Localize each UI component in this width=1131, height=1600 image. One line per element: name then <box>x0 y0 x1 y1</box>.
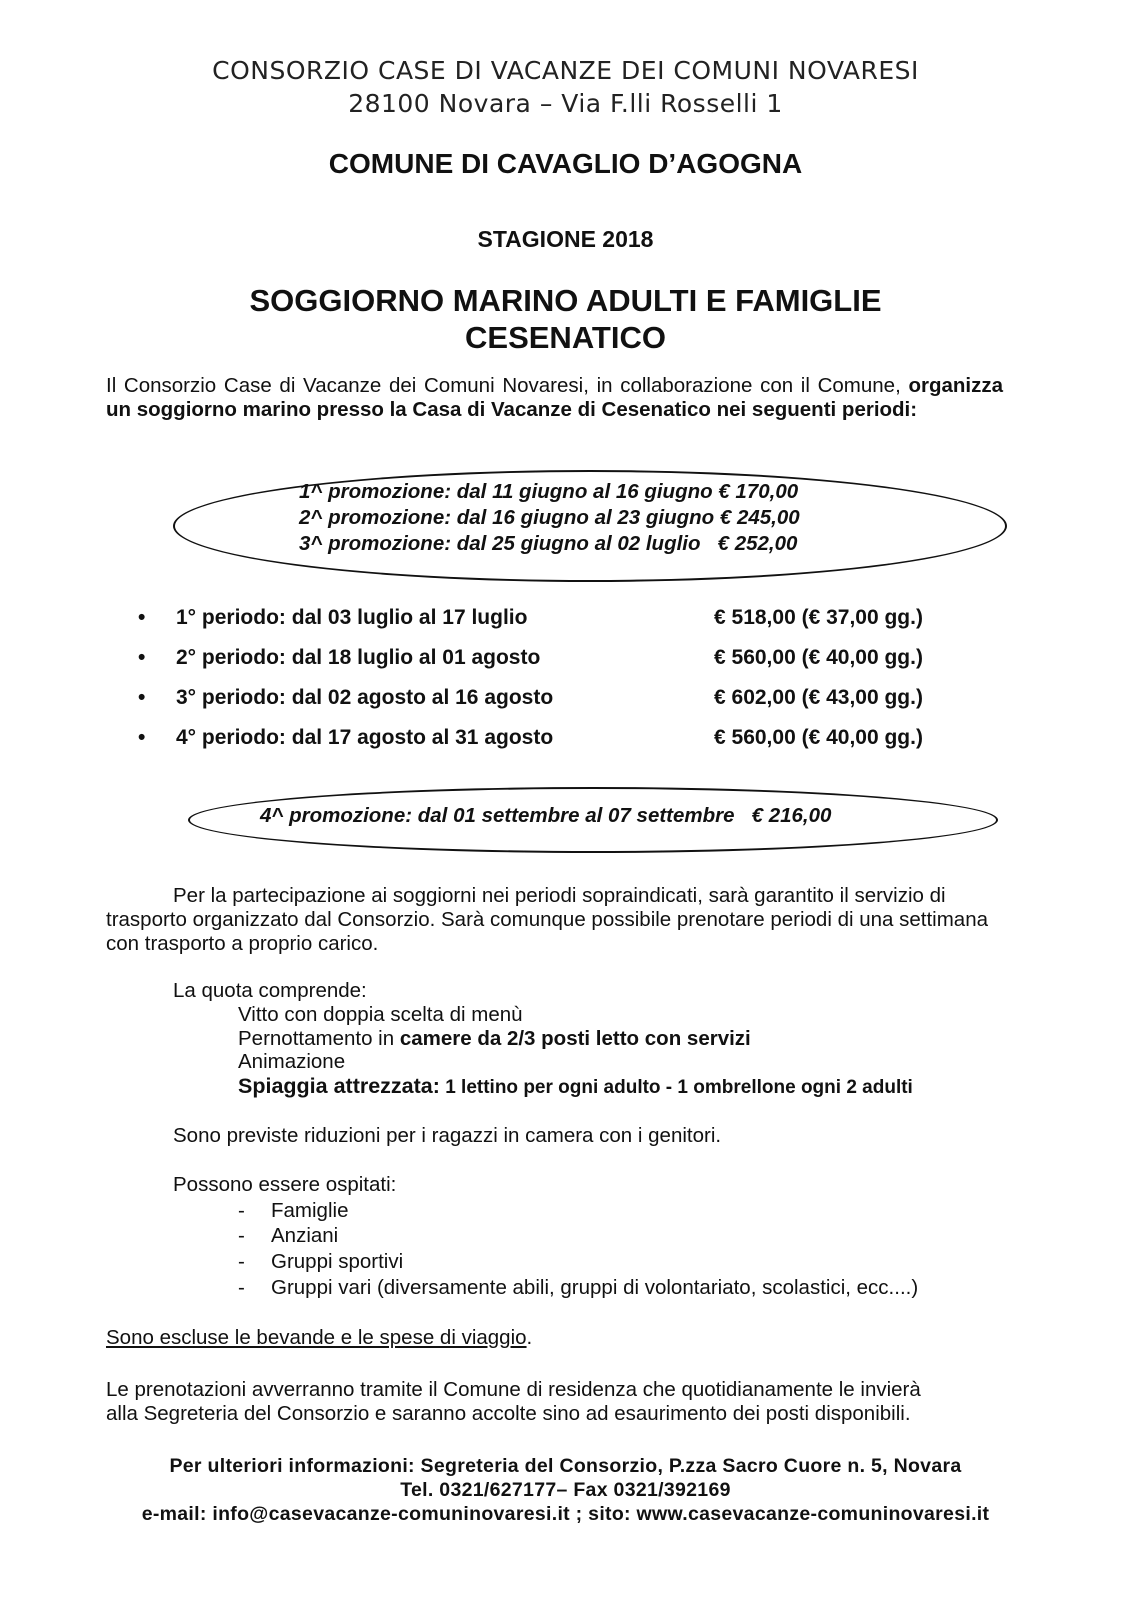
period-row <box>138 646 938 672</box>
exclusions-period: . <box>526 1326 533 1349</box>
exclusions-note <box>106 1326 532 1350</box>
footer-phone: Tel. 0321/627177– Fax 0321/392169 <box>400 1479 731 1501</box>
exclusions-text: Sono escluse le bevande e le spese di viaggio <box>106 1326 527 1349</box>
quota-heading: La quota comprende: <box>173 979 367 1002</box>
promotion-4: 4^ promozione: dal 01 settembre al 07 settembre € 216,00 <box>260 804 832 827</box>
season-heading: STAGIONE 2018 <box>477 226 654 252</box>
period-row <box>138 726 938 752</box>
period-row <box>138 686 938 712</box>
dash-icon: - <box>238 1224 245 1247</box>
footer-contacts: e-mail: info@casevacanze-comuninovaresi.it ; sito: www.casevacanze-comuninovaresi.it <box>141 1503 990 1525</box>
transport-line-1: Per la partecipazione ai soggiorni nei periodi sopraindicati, sarà garantito il servizio di <box>173 884 946 907</box>
footer-info: Per ulteriori informazioni: Segreteria del Consorzio, P.zza Sacro Cuore n. 5, Novara <box>169 1455 962 1477</box>
period-label: 4° periodo: dal 17 agosto al 31 agosto <box>176 726 554 749</box>
organization-address: 28100 Novara – Via F.lli Rosselli 1 <box>348 89 783 118</box>
quota-item-text: 1 lettino per ogni adulto - 1 ombrellone ogni 2 adulti <box>439 1077 913 1098</box>
bullet-icon: • <box>138 646 146 669</box>
intro-bold-text: organizza un soggiorno marino presso la Casa di Vacanze di Cesenatico nei seguenti periodi: <box>106 374 1003 421</box>
comune-heading: COMUNE DI CAVAGLIO D’AGOGNA <box>328 148 803 179</box>
list-item-label: Famiglie <box>271 1199 349 1222</box>
list-item-label: Gruppi sportivi <box>271 1250 404 1273</box>
transport-line-2: trasporto organizzato dal Consorzio. Sarà comunque possibile prenotare periodi di una settimana <box>106 908 989 931</box>
intro-text: Il Consorzio Case di Vacanze dei Comuni Novaresi, in collaborazione con il Comune, <box>106 374 901 397</box>
promotion-2: 2^ promozione: dal 16 giugno al 23 giugno € 245,00 <box>299 506 800 529</box>
bullet-icon: • <box>138 686 146 709</box>
bullet-icon: • <box>138 606 146 629</box>
quota-item-spiaggia <box>238 1074 913 1100</box>
quota-item-bold-text: camere da 2/3 posti letto con servizi <box>399 1027 751 1050</box>
bullet-icon: • <box>138 726 146 749</box>
list-item-label: Anziani <box>271 1224 339 1247</box>
quota-item-animazione: Animazione <box>238 1050 346 1073</box>
quota-item-label: Spiaggia attrezzata: <box>238 1074 440 1098</box>
period-label: 2° periodo: dal 18 luglio al 01 agosto <box>176 646 541 669</box>
dash-icon: - <box>238 1250 245 1273</box>
booking-line-1: Le prenotazioni avverranno tramite il Comune di residenza che quotidianamente le invierà <box>106 1378 921 1401</box>
period-price: € 602,00 (€ 43,00 gg.) <box>714 686 923 709</box>
riduzioni-text: Sono previste riduzioni per i ragazzi in camera con i genitori. <box>173 1124 722 1147</box>
ospiti-heading: Possono essere ospitati: <box>173 1173 397 1196</box>
title-line-1: SOGGIORNO MARINO ADULTI E FAMIGLIE <box>249 283 882 318</box>
period-label: 3° periodo: dal 02 agosto al 16 agosto <box>176 686 554 709</box>
period-price: € 560,00 (€ 40,00 gg.) <box>714 726 923 749</box>
dash-icon: - <box>238 1199 245 1222</box>
quota-item-vitto: Vitto con doppia scelta di menù <box>238 1003 523 1026</box>
period-label: 1° periodo: dal 03 luglio al 17 luglio <box>176 606 528 629</box>
quota-item-pernottamento <box>238 1027 751 1051</box>
booking-line-2: alla Segreteria del Consorzio e saranno accolte sino ad esaurimento dei posti disponibili. <box>106 1402 911 1425</box>
intro-paragraph <box>106 374 1003 422</box>
promotion-3: 3^ promozione: dal 25 giugno al 02 luglio € 252,00 <box>299 532 798 555</box>
period-price: € 518,00 (€ 37,00 gg.) <box>714 606 923 629</box>
organization-name: CONSORZIO CASE DI VACANZE DEI COMUNI NOVARESI <box>212 56 919 85</box>
title-line-2: CESENATICO <box>465 320 666 355</box>
period-price: € 560,00 (€ 40,00 gg.) <box>714 646 923 669</box>
quota-item-text: Pernottamento in <box>238 1027 400 1050</box>
period-row <box>138 606 938 632</box>
dash-icon: - <box>238 1276 245 1299</box>
promotion-1: 1^ promozione: dal 11 giugno al 16 giugno € 170,00 <box>299 480 799 503</box>
list-item-label: Gruppi vari (diversamente abili, gruppi di volontariato, scolastici, ecc....) <box>271 1276 919 1299</box>
transport-line-3: con trasporto a proprio carico. <box>106 932 379 955</box>
